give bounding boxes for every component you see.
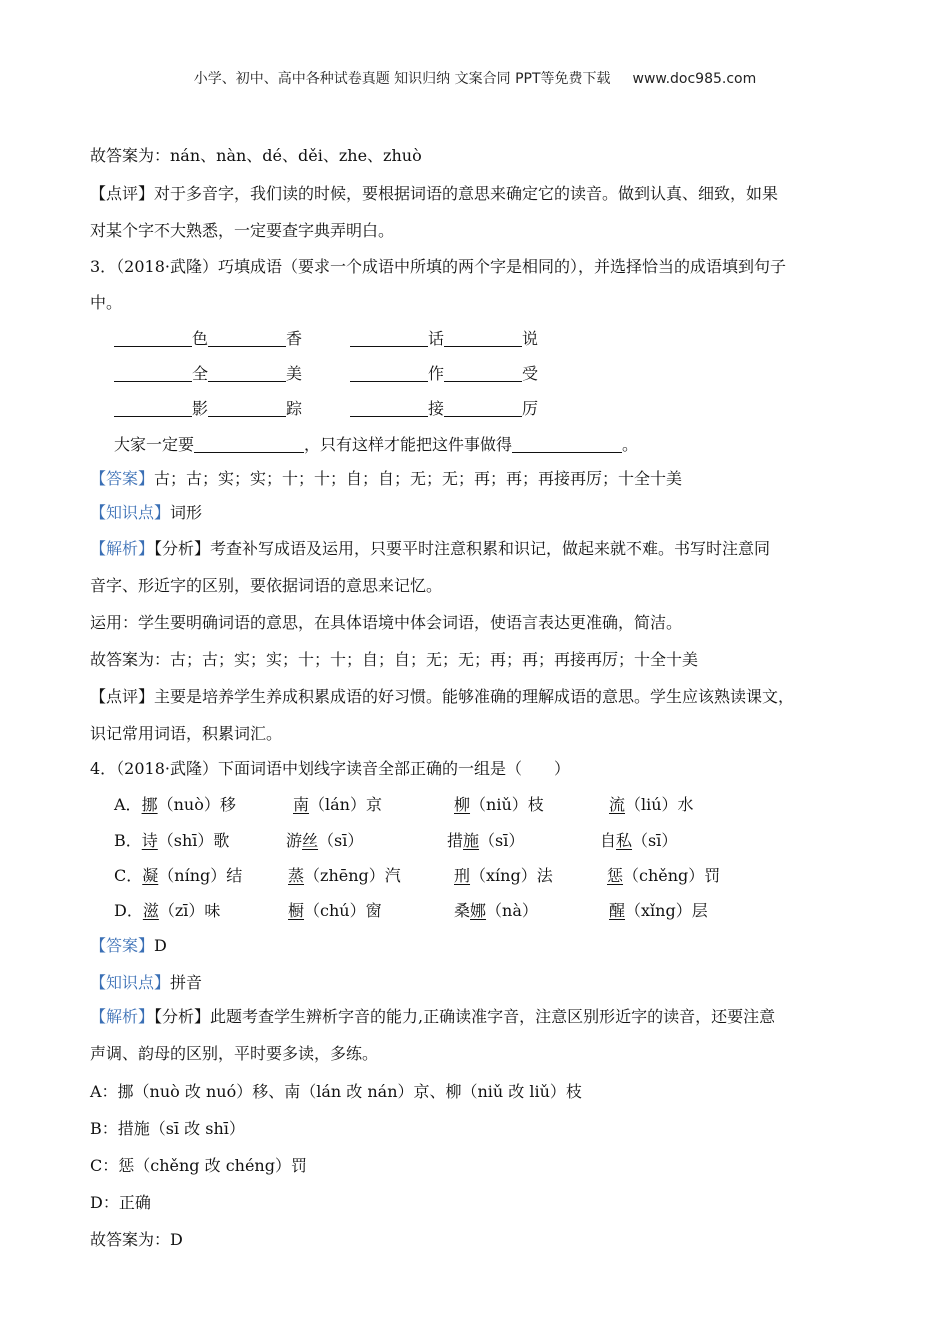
q3-knowledge <box>90 503 202 523</box>
prev-review <box>90 184 778 204</box>
page-header <box>0 68 950 88</box>
q4-fix-c: C：惩（chěng 改 chéng）罚 <box>90 1156 307 1175</box>
q4-answer <box>90 936 167 956</box>
option-a-item <box>293 795 382 815</box>
underlined-char: 柳 <box>454 795 471 814</box>
idiom-char: 厉 <box>522 399 539 418</box>
knowledge-text: 词形 <box>170 503 203 522</box>
underlined-char: 娜 <box>470 901 487 920</box>
underlined-char: 南 <box>293 795 310 814</box>
analysis-text: 【分析】考查补写成语及运用，只要平时注意积累和识记，做起来就不难。书写时注意同 <box>154 539 771 558</box>
option-a-item <box>454 795 544 815</box>
q3-analysis-cont: 音字、形近字的区别，要依据词语的意思来记忆。 <box>90 576 443 595</box>
pinyin-word: （zī）味 <box>158 901 221 920</box>
idiom-2[interactable] <box>350 329 538 349</box>
knowledge-tag: 【知识点】 <box>90 503 171 522</box>
plain-char: 桑 <box>454 901 471 920</box>
pinyin-word: （nuò）移 <box>157 795 236 814</box>
option-c-item <box>454 866 553 886</box>
plain-char: 措 <box>447 831 464 850</box>
idiom-char: 接 <box>428 399 445 418</box>
q4-final: 故答案为：D <box>90 1230 183 1249</box>
idiom-char: 踪 <box>286 399 303 418</box>
pinyin-word: （sī） <box>318 831 364 850</box>
review-tag: 【点评】 <box>90 687 155 706</box>
review-text: 对于多音字，我们读的时候，要根据词语的意思来确定它的读音。做到认真、细致，如果 <box>154 184 779 203</box>
option-label: C． <box>114 866 143 885</box>
pinyin-word: （níng）结 <box>158 866 243 885</box>
q3-final: 故答案为：古；古；实；实；十；十；自；自；无；无；再；再；再接再厉；十全十美 <box>90 650 699 669</box>
plain-char: 游 <box>286 831 303 850</box>
underlined-char: 流 <box>609 795 626 814</box>
q3-stem: 3．（2018·武隆）巧填成语（要求一个成语中所填的两个字是相同的），并选择恰当的成语填到句子 <box>90 257 786 276</box>
q3-sentence <box>114 435 638 455</box>
idiom-4[interactable] <box>350 364 538 384</box>
pinyin-word: （nà） <box>486 901 538 920</box>
option-d-item <box>454 901 538 921</box>
analysis-tag: 【解析】 <box>90 1007 155 1026</box>
knowledge-text: 拼音 <box>170 973 203 992</box>
option-label: D． <box>114 901 143 920</box>
sentence-part: 大家一定要 <box>114 435 195 454</box>
answer-text: D <box>154 936 167 955</box>
q3-use: 运用：学生要明确词语的意思，在具体语境中体会词语，使语言表达更准确，简洁。 <box>90 613 683 632</box>
option-label: A． <box>114 795 142 814</box>
underlined-char: 诗 <box>141 831 158 850</box>
underlined-char: 刑 <box>454 866 471 885</box>
option-c-item <box>288 866 401 886</box>
pinyin-word: （shī）歌 <box>157 831 230 850</box>
q3-stem-cont: 中。 <box>90 293 123 312</box>
header-text: 小学、初中、高中各种试卷真题 知识归纳 文案合同 PPT等免费下载 <box>193 71 611 87</box>
option-label: B． <box>114 831 142 850</box>
idiom-char: 香 <box>286 329 303 348</box>
q4-option-c[interactable] <box>114 866 242 886</box>
analysis-text: 【分析】此题考查学生辨析字音的能力,正确读准字音，注意区别形近字的读音，还要注意 <box>154 1007 776 1026</box>
idiom-char: 全 <box>192 364 209 383</box>
q4-knowledge <box>90 973 202 993</box>
q4-option-a[interactable] <box>114 795 236 815</box>
pinyin-word: （chěng）罚 <box>623 866 721 885</box>
underlined-char: 蒸 <box>288 866 305 885</box>
idiom-char: 影 <box>192 399 209 418</box>
idiom-1[interactable] <box>114 329 302 349</box>
answer-text: 古；古；实；实；十；十；自；自；无；无；再；再；再接再厉；十全十美 <box>154 469 683 488</box>
review-text: 主要是培养学生养成积累成语的好习惯。能够准确的理解成语的意思。学生应该熟读课文， <box>154 687 795 706</box>
review-tag: 【点评】 <box>90 184 155 203</box>
sentence-blank-1[interactable] <box>194 436 304 453</box>
q3-review-cont: 识记常用词语，积累词汇。 <box>90 724 283 743</box>
option-b-item <box>447 831 524 851</box>
pinyin-word: （sī） <box>479 831 525 850</box>
pinyin-word: （niǔ）枝 <box>470 795 544 814</box>
option-d-item <box>609 901 708 921</box>
idiom-char: 色 <box>192 329 209 348</box>
underlined-char: 施 <box>463 831 480 850</box>
pinyin-word: （lán）京 <box>309 795 382 814</box>
q4-fix-d: D：正确 <box>90 1193 151 1212</box>
sentence-part: 。 <box>622 435 639 454</box>
q3-review <box>90 687 794 707</box>
q4-analysis-cont: 声调、韵母的区别，平时要多读，多练。 <box>90 1044 379 1063</box>
underlined-char: 凝 <box>142 866 159 885</box>
underlined-char: 橱 <box>288 901 305 920</box>
idiom-char: 作 <box>428 364 445 383</box>
idiom-3[interactable] <box>114 364 302 384</box>
idiom-5[interactable] <box>114 399 302 419</box>
underlined-char: 惩 <box>607 866 624 885</box>
prev-answer: 故答案为：nán、nàn、dé、děi、zhe、zhuò <box>90 146 422 165</box>
pinyin-word: （sī） <box>632 831 678 850</box>
idiom-char: 说 <box>522 329 539 348</box>
pinyin-word: （liú）水 <box>625 795 694 814</box>
prev-review-cont: 对某个字不大熟悉，一定要查字典弄明白。 <box>90 221 395 240</box>
option-b-item <box>286 831 363 851</box>
underlined-char: 滋 <box>142 901 159 920</box>
underlined-char: 丝 <box>302 831 319 850</box>
option-a-item <box>609 795 694 815</box>
idiom-char: 话 <box>428 329 445 348</box>
header-url[interactable]: www.doc985.com <box>632 71 757 87</box>
analysis-tag: 【解析】 <box>90 539 155 558</box>
sentence-blank-2[interactable] <box>512 436 622 453</box>
sentence-part: ，只有这样才能把这件事做得 <box>304 435 513 454</box>
pinyin-word: （zhēng）汽 <box>304 866 401 885</box>
q4-stem: 4．（2018·武隆）下面词语中划线字读音全部正确的一组是（ ） <box>90 759 570 778</box>
plain-char: 自 <box>600 831 617 850</box>
underlined-char: 醒 <box>609 901 626 920</box>
idiom-char: 受 <box>522 364 539 383</box>
q3-answer <box>90 469 682 489</box>
pinyin-word: （chú）窗 <box>304 901 382 920</box>
pinyin-word: （xíng）法 <box>470 866 553 885</box>
underlined-char: 挪 <box>141 795 158 814</box>
q4-analysis <box>90 1007 775 1027</box>
answer-tag: 【答案】 <box>90 469 155 488</box>
idiom-6[interactable] <box>350 399 538 419</box>
q3-analysis <box>90 539 770 559</box>
option-b-item <box>600 831 677 851</box>
underlined-char: 私 <box>616 831 633 850</box>
option-d-item <box>288 901 382 921</box>
option-c-item <box>607 866 720 886</box>
pinyin-word: （xǐng）层 <box>625 901 708 920</box>
q4-fix-b: B：措施（sī 改 shī） <box>90 1119 245 1138</box>
answer-tag: 【答案】 <box>90 936 155 955</box>
q4-fix-a: A：挪（nuò 改 nuó）移、南（lán 改 nán）京、柳（niǔ 改 liǔ）枝 <box>90 1082 582 1101</box>
knowledge-tag: 【知识点】 <box>90 973 171 992</box>
q4-option-d[interactable] <box>114 901 220 921</box>
q4-option-b[interactable] <box>114 831 229 851</box>
idiom-char: 美 <box>286 364 303 383</box>
